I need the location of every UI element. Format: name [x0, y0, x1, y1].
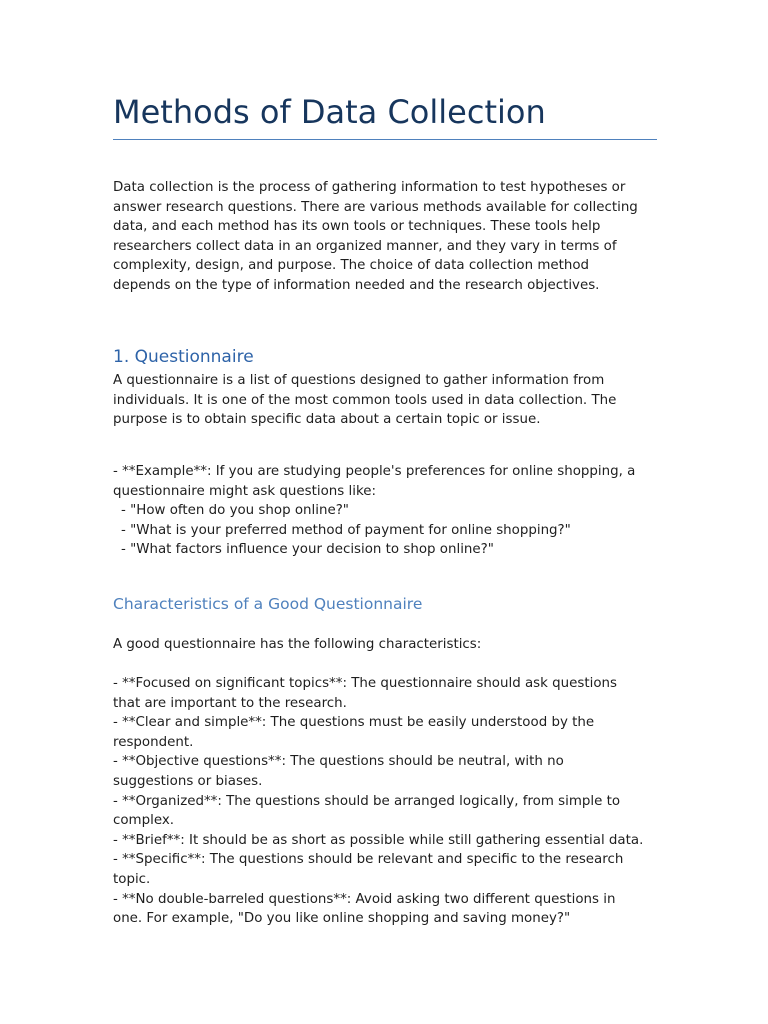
list-line: - **No double-barreled questions**: Avoid asking two different questions in	[113, 891, 616, 907]
example-line: questionnaire might ask questions like:	[113, 483, 376, 499]
paragraph-line: purpose is to obtain specific data about a certain topic or issue.	[113, 412, 541, 428]
example-question: - "How often do you shop online?"	[121, 503, 349, 519]
example-question: - "What factors influence your decision to shop online?"	[121, 542, 494, 558]
list-line: - **Organized**: The questions should be arranged logically, from simple to	[113, 793, 621, 809]
lead-line: A good questionnaire has the following characteristics:	[113, 637, 482, 652]
intro-line: data, and each method has its own tools or techniques. These tools help	[113, 219, 601, 235]
example-question: - "What is your preferred method of payment for online shopping?"	[121, 522, 571, 538]
characteristics-list	[113, 674, 673, 929]
list-line: topic.	[113, 871, 151, 887]
questionnaire-paragraph	[113, 371, 673, 430]
paragraph-line: individuals. It is one of the most common tools used in data collection. The	[113, 392, 617, 408]
intro-line: depends on the type of information needed and the research objectives.	[113, 277, 600, 293]
intro-line: researchers collect data in an organized manner, and they vary in terms of	[113, 238, 617, 254]
intro-line: Data collection is the process of gathering information to test hypotheses or	[113, 180, 626, 195]
list-line: one. For example, "Do you like online shopping and saving money?"	[113, 911, 571, 927]
list-line: - **Clear and simple**: The questions must be easily understood by the	[113, 715, 595, 731]
title-underline	[113, 139, 657, 140]
characteristics-lead	[113, 635, 673, 655]
example-line: - **Example**: If you are studying people's preferences for online shopping, a	[113, 464, 636, 479]
list-line: - **Focused on significant topics**: The questionnaire should ask questions	[113, 676, 617, 691]
list-line: - **Objective questions**: The questions should be neutral, with no	[113, 754, 564, 770]
intro-line: complexity, design, and purpose. The choice of data collection method	[113, 258, 590, 274]
intro-line: answer research questions. There are various methods available for collecting	[113, 199, 638, 215]
page-title: Methods of Data Collection	[113, 93, 546, 131]
section-heading-characteristics: Characteristics of a Good Questionnaire	[113, 595, 423, 613]
list-line: complex.	[113, 813, 175, 829]
intro-paragraph	[113, 178, 673, 296]
list-line: that are important to the research.	[113, 695, 347, 711]
questionnaire-example	[113, 462, 673, 560]
paragraph-line: A questionnaire is a list of questions designed to gather information from	[113, 373, 605, 388]
list-line: - **Brief**: It should be as short as possible while still gathering essential data.	[113, 832, 644, 848]
section-heading-questionnaire: 1. Questionnaire	[113, 347, 254, 367]
list-line: respondent.	[113, 734, 194, 750]
list-line: - **Specific**: The questions should be relevant and specific to the research	[113, 852, 624, 868]
list-line: suggestions or biases.	[113, 773, 263, 789]
